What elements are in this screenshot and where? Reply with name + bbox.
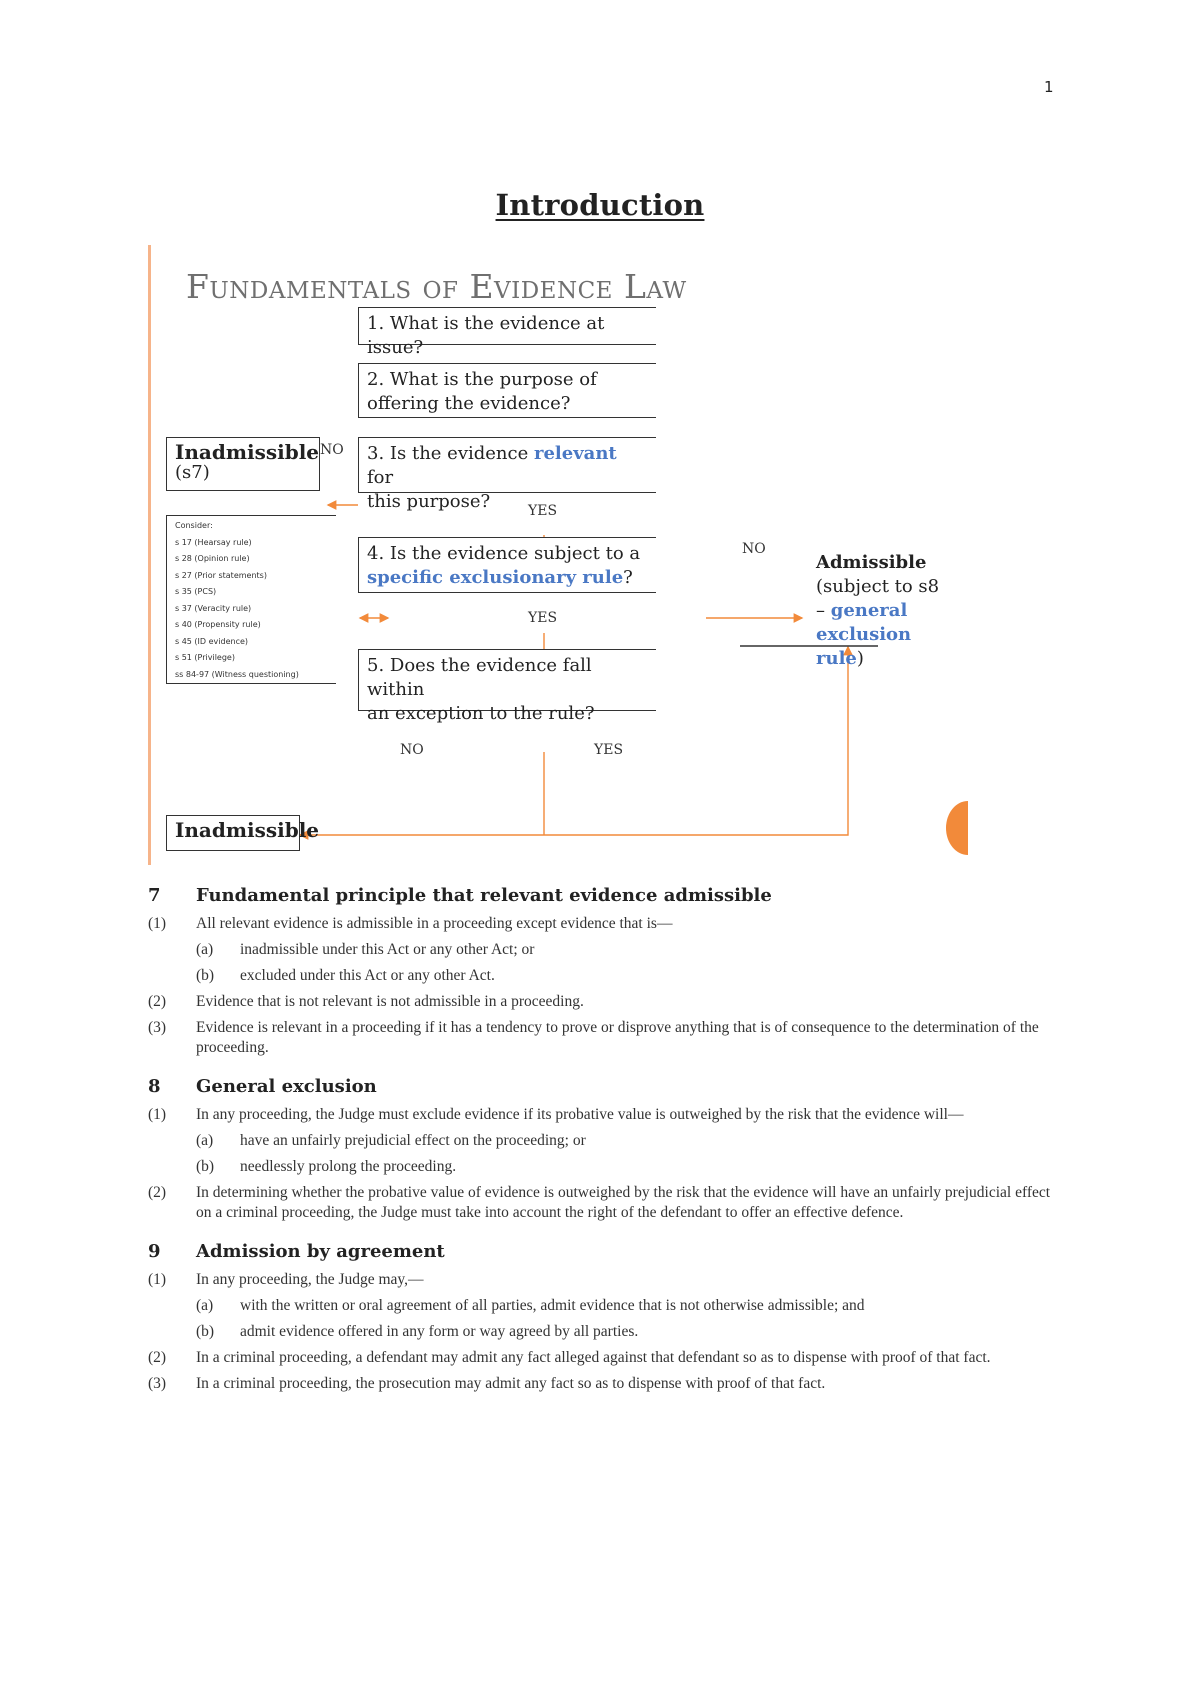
subsection-text: In determining whether the probative value of evidence is outweighed by the risk that the evidence will have an unfairly prejudicial effect on a criminal proceeding, the Judge must take into account the right of the defendant to offer an effective defence. [196, 1184, 1051, 1221]
subsection-text: In a criminal proceeding, the prosecution may admit any fact so as to dispense with proof of that fact. [196, 1375, 826, 1392]
subsection [148, 1105, 1058, 1125]
step-3-line2: this purpose? [367, 491, 491, 512]
paragraph-text: with the written or oral agreement of all parties, admit evidence that is not otherwise admissible; and [240, 1297, 865, 1314]
subsection-number: (1) [148, 1271, 167, 1288]
paragraph [196, 1131, 1058, 1151]
inadmissible-section-ref: (s7) [175, 462, 210, 483]
subsection-number: (2) [148, 1184, 167, 1201]
consider-item: s 27 (Prior statements) [175, 570, 267, 580]
subsection [148, 1270, 1058, 1290]
inadmissible-final-label: Inadmissible [175, 818, 320, 842]
subsection [148, 914, 1058, 934]
step-5-line2: an exception to the rule? [367, 703, 595, 724]
consider-item: s 40 (Propensity rule) [175, 620, 261, 629]
subsection-number: (2) [148, 993, 167, 1010]
consider-item: s 51 (Privilege) [175, 653, 235, 662]
paragraph-number: (a) [196, 1297, 214, 1314]
subsection [148, 1018, 1058, 1058]
section-9 [148, 1241, 1058, 1394]
paragraph [196, 1296, 1058, 1316]
step-4-line1: 4. Is the evidence subject to a [367, 543, 641, 564]
consider-item: s 17 (Hearsay rule) [175, 537, 252, 547]
rule-keyword: rule [816, 648, 857, 669]
paragraph-number: (b) [196, 967, 215, 984]
section-title: General exclusion [196, 1076, 377, 1097]
paragraph-text: have an unfairly prejudicial effect on the proceeding; or [240, 1132, 586, 1149]
paragraph [196, 966, 1058, 986]
paragraph-text: inadmissible under this Act or any other Act; or [240, 941, 535, 958]
subsection [148, 1348, 1058, 1368]
slide-decoration-wedge [946, 801, 968, 855]
subsection-text: All relevant evidence is admissible in a proceeding except evidence that is— [196, 915, 673, 932]
admissible-outcome: Admissible (subject to s8 – general exclusion rule) [816, 551, 966, 671]
relevant-keyword: relevant [533, 443, 617, 464]
step-3-line1: 3. Is the evidence relevant for [367, 443, 617, 488]
paragraph [196, 1157, 1058, 1177]
paragraph-number: (a) [196, 1132, 214, 1149]
step-4-line2: specific exclusionary rule? [367, 567, 633, 588]
legislation-text [148, 885, 1058, 1412]
edge-label-no-q5: NO [400, 742, 424, 758]
section-8 [148, 1076, 1058, 1223]
paragraph [196, 1322, 1058, 1342]
step-5-box [358, 649, 656, 724]
specific-exclusionary-rule-keyword: specific exclusionary rule [367, 567, 624, 588]
paragraph-number: (b) [196, 1323, 215, 1340]
consider-box [166, 515, 336, 684]
edge-label-yes-q4: YES [528, 610, 558, 626]
paragraph-number: (a) [196, 941, 214, 958]
consider-item: s 28 (Opinion rule) [175, 554, 250, 563]
paragraph-text: excluded under this Act or any other Act. [240, 967, 495, 984]
inadmissible-final-box [166, 815, 320, 851]
section-number: 9 [148, 1241, 161, 1262]
subsection-text: In any proceeding, the Judge may,— [196, 1271, 424, 1288]
step-4-box [358, 537, 656, 593]
section-heading [148, 1076, 1058, 1097]
step-2-line2: offering the evidence? [367, 393, 571, 414]
section-title: Admission by agreement [196, 1241, 445, 1262]
edge-label-yes-q3: YES [528, 503, 558, 519]
paragraph-number: (b) [196, 1158, 215, 1175]
inadmissible-label: Inadmissible [175, 440, 320, 464]
inadmissible-s7-box [166, 437, 320, 491]
subsection-number: (3) [148, 1375, 167, 1392]
page-number: 1 [1044, 78, 1054, 96]
subsection-number: (2) [148, 1349, 167, 1366]
subsection-number: (3) [148, 1019, 167, 1036]
flowchart-slide [148, 245, 968, 865]
subsection-number: (1) [148, 1106, 167, 1123]
subsection-number: (1) [148, 915, 167, 932]
subsection [148, 1374, 1058, 1394]
exclusion-keyword: exclusion [816, 624, 912, 645]
consider-item: s 45 (ID evidence) [175, 636, 249, 646]
edge-label-no-q4: NO [742, 541, 766, 557]
consider-item: ss 84-97 (Witness questioning) [175, 669, 299, 679]
subsection-text: Evidence that is not relevant is not admissible in a proceeding. [196, 993, 584, 1010]
section-heading [148, 885, 1058, 906]
section-heading [148, 1241, 1058, 1262]
subsection [148, 992, 1058, 1012]
slide-title: Fundamentals of Evidence Law [186, 267, 687, 306]
edge-label-yes-q5: YES [594, 742, 624, 758]
section-title: Fundamental principle that relevant evidence admissible [196, 885, 772, 906]
subsection-text: In a criminal proceeding, a defendant may admit any fact alleged against that defendant so as to dispense with proof of that fact. [196, 1349, 991, 1366]
consider-item: s 35 (PCS) [175, 587, 217, 596]
subsection [148, 1183, 1058, 1223]
subsection-text: In any proceeding, the Judge must exclude evidence if its probative value is outweighed by the risk that the evidence will— [196, 1106, 964, 1123]
step-5-line1: 5. Does the evidence fall within [367, 655, 592, 700]
admissible-heading: Admissible [816, 552, 927, 573]
section-number: 7 [148, 885, 161, 906]
section-number: 8 [148, 1076, 161, 1097]
paragraph-text: admit evidence offered in any form or way agreed by all parties. [240, 1323, 639, 1340]
general-keyword: general [830, 600, 908, 621]
admissible-qualifier: (subject to s8 [816, 576, 940, 597]
edge-label-no-q3: NO [320, 442, 344, 458]
step-1-text: 1. What is the evidence at issue? [367, 313, 605, 358]
section-7 [148, 885, 1058, 1058]
consider-item: s 37 (Veracity rule) [175, 603, 252, 613]
step-1-box [358, 307, 656, 358]
paragraph [196, 940, 1058, 960]
paragraph-text: needlessly prolong the proceeding. [240, 1158, 457, 1175]
step-2-box [358, 363, 656, 418]
step-2-line1: 2. What is the purpose of [367, 369, 597, 390]
subsection-text: Evidence is relevant in a proceeding if it has a tendency to prove or disprove anything that is of consequence to the determination of the proceeding. [196, 1019, 1039, 1056]
consider-heading: Consider: [175, 521, 213, 530]
page-title: Introduction [495, 188, 705, 222]
